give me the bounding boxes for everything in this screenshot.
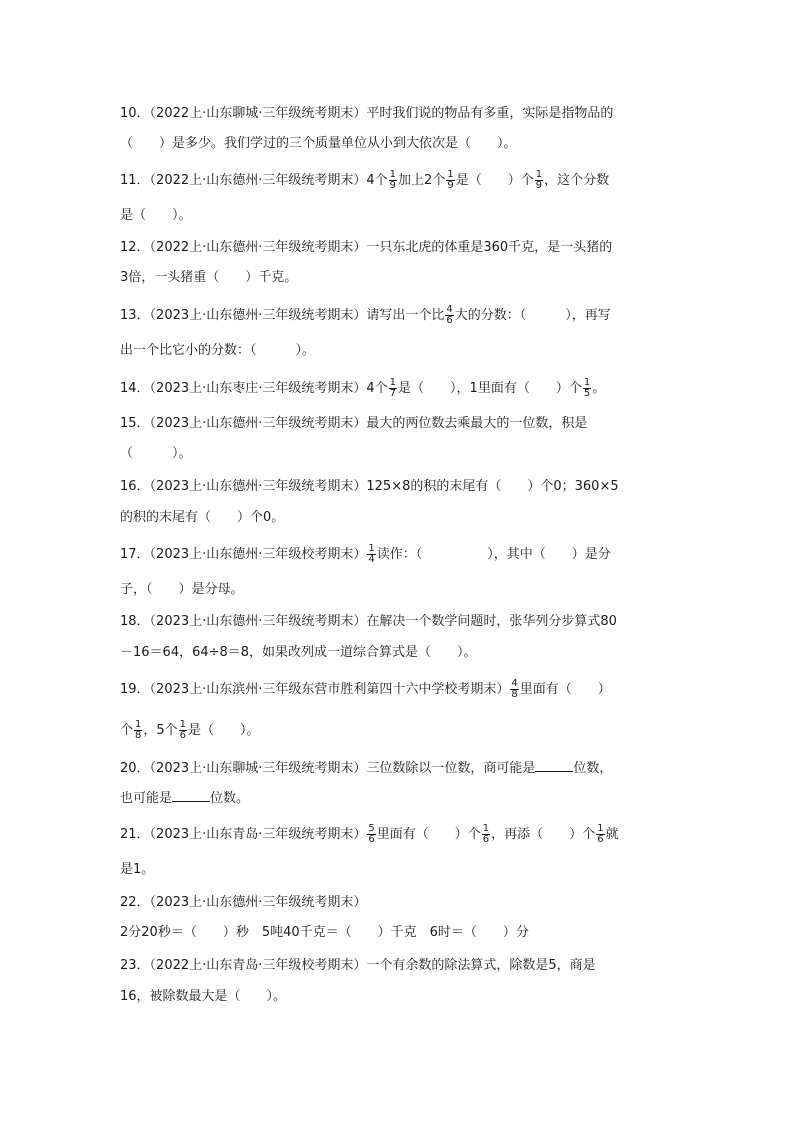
q17-line2: 子，（ ）是分母。 — [120, 582, 244, 597]
q23-line2: 16，被除数最大是（ ）。 — [120, 989, 287, 1004]
q19-line2: 个 $\frac{1}{8}$ ，5个 $\frac{1}{6}$ 是（ ）。 — [120, 719, 260, 741]
fraction: $\frac{1}{7}$ — [389, 377, 397, 399]
q19-line1: 19．（2023上·山东滨州·三年级东营市胜利第四十六中学校考期末） $\frac{4}{8}$ 里面有（ ） — [120, 678, 611, 700]
q20-line2: 也可能是 位数。 — [120, 791, 250, 806]
q20-line1: 20．（2023上·山东聊城·三年级统考期末）三位数除以一位数，商可能是 位数， — [120, 761, 613, 776]
fraction: $\frac{4}{6}$ — [446, 304, 453, 326]
q12-line2: 3倍，一头猪重（ ）千克。 — [120, 270, 298, 285]
fraction: $\frac{1}{8}$ — [135, 719, 142, 741]
fraction: $\frac{1}{4}$ — [368, 543, 375, 565]
q12-line1: 12．（2022上·山东德州·三年级统考期末）一只东北虎的体重是360千克，是一头猪的 — [120, 240, 613, 255]
q10-line2: （ ）是多少。我们学过的三个质量单位从小到大依次是（ ）。 — [120, 136, 517, 151]
q14-line1: 14．（2023上·山东枣庄·三年级统考期末）4个 $\frac{1}{7}$ 是（ ），1里面有（ ）个 $\frac{1}{5}$ 。 — [120, 377, 606, 399]
q11-line2: 是（ ）。 — [120, 208, 192, 223]
q16-line1: 16．（2023上·山东德州·三年级统考期末）125×8的积的末尾有（ ）个0；360×5 — [120, 479, 619, 494]
fraction: $\frac{1}{6}$ — [482, 823, 490, 845]
q15-line2: （ ）。 — [120, 446, 192, 461]
q18-line1: 18．（2023上·山东德州·三年级统考期末）在解决一个数学问题时，张华列分步算式80 — [120, 614, 617, 629]
fraction: $\frac{1}{5}$ — [583, 377, 591, 399]
q21-line2: 是1。 — [120, 862, 155, 877]
fraction: $\frac{1}{9}$ — [389, 169, 397, 191]
q11-line1: 11．（2022上·山东德州·三年级统考期末）4个 $\frac{1}{9}$ 加上2个 $\frac{1}{9}$ 是（ ）个 $\frac{1}{9}$ ，这个分数 — [120, 169, 610, 191]
q13-line1: 13．（2023上·山东德州·三年级统考期末）请写出一个比 $\frac{4}{6}$ 大的分数：（ ），再写 — [120, 304, 611, 326]
fraction: $\frac{4}{8}$ — [511, 678, 518, 700]
q17-line1: 17．（2023上·山东德州·三年级校考期末） $\frac{1}{4}$ 读作：（ ），其中（ ）是分 — [120, 543, 611, 565]
q13-line2: 出一个比它小的分数：（ ）。 — [120, 343, 316, 358]
fraction: $\frac{5}{6}$ — [368, 823, 375, 845]
answer-blank[interactable] — [172, 789, 210, 802]
fraction: $\frac{1}{6}$ — [179, 719, 187, 741]
q10-line1: 10．（2022上·山东聊城·三年级统考期末）平时我们说的物品有多重，实际是指物品的 — [120, 106, 614, 121]
answer-blank[interactable] — [535, 759, 573, 772]
q21-line1: 21．（2023上·山东青岛·三年级统考期末） $\frac{5}{6}$ 里面有（ ）个 $\frac{1}{6}$ ，再添（ ）个 $\frac{1}{6}$ 就 — [120, 823, 619, 845]
q15-line1: 15．（2023上·山东德州·三年级统考期末）最大的两位数去乘最大的一位数，积是 — [120, 416, 588, 431]
q16-line2: 的积的末尾有（ ）个0。 — [120, 510, 285, 525]
q22-line1: 22．（2023上·山东德州·三年级统考期末） — [120, 895, 367, 910]
q23-line1: 23．（2022上·山东青岛·三年级校考期末）一个有余数的除法算式，除数是5，商是 — [120, 958, 596, 973]
q18-line2: －16＝64，64÷8＝8，如果改列成一道综合算式是（ ）。 — [120, 645, 477, 660]
fraction: $\frac{1}{6}$ — [597, 823, 604, 845]
fraction: $\frac{1}{9}$ — [447, 169, 454, 191]
fraction: $\frac{1}{9}$ — [535, 169, 543, 191]
q22-line2: 2分20秒＝（ ）秒 5吨40千克＝（ ）千克 6时＝（ ）分 — [120, 925, 529, 940]
